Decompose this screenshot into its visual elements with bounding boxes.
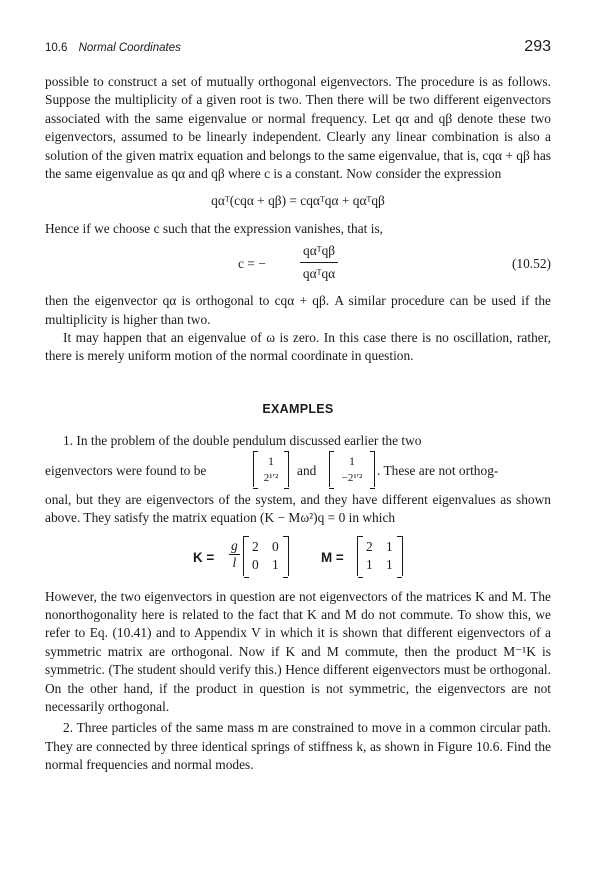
m-matrix: [357, 536, 403, 576]
m-12: 1: [386, 538, 393, 554]
m-label: M =: [321, 549, 344, 565]
equation-10-52: [45, 242, 551, 288]
paragraph-1: possible to construct a set of mutually orthogonal eigenvectors. The procedure is as follows. Suppose the multiplicity of a given root is two. Then there will be two different eigenvectors associated with the same eigenvalue or normal frequency. Let qα and qβ denote these two eigenvectors, assumed to be linearly independent. Clearly any linear combination is also a solution of the given matrix equation and belongs to the same eigenvalue, that is, cqα + qβ has the same eigenvalue as qα and qβ where c is a constant. Now consider the expression: [45, 74, 551, 182]
k-11: 2: [252, 538, 259, 554]
k-22: 1: [272, 556, 279, 572]
vector-1-bottom: 2¹′²: [263, 471, 279, 484]
eigenvector-line: [45, 451, 551, 491]
m-22: 1: [386, 556, 393, 572]
vector-2-top: 1: [349, 453, 355, 468]
k-12: 0: [272, 538, 279, 554]
vector-2-bottom: −2¹′²: [341, 471, 363, 484]
fraction: [300, 242, 338, 283]
m-21: 1: [366, 556, 373, 572]
eigenvector-intro: eigenvectors were found to be: [45, 462, 207, 478]
equation-expression: qαᵀ(cqα + qβ) = cqαᵀqα + qαᵀqβ: [211, 193, 385, 209]
section-number: 10.6: [45, 42, 68, 54]
vector-1: [253, 451, 289, 487]
k-21: 0: [252, 556, 259, 572]
example-1-line-3: onal, but they are eigenvectors of the system, and they have different eigenvalues as shown above. They satisfy the matrix equation (K − Mω²)q = 0 in which: [45, 491, 551, 526]
equation-number: (10.52): [511, 256, 551, 272]
matrix-equations: [45, 534, 551, 582]
k-matrix: [243, 536, 289, 576]
section-title: Normal Coordinates: [78, 42, 181, 54]
page-number: 293: [524, 38, 551, 55]
example-2: 2. Three particles of the same mass m are constrained to move in a common circular path. They are connected by three identical springs of stiffness k, as shown in Figure 10.6. Find the normal frequencies and normal modes.: [45, 720, 551, 773]
and-word: and: [297, 462, 317, 478]
k-label: K =: [193, 549, 215, 565]
fraction-numerator: qαᵀqβ: [300, 242, 338, 262]
vector-1-top: 1: [268, 453, 274, 468]
example-1-line-1: 1. In the problem of the double pendulum discussed earlier the two: [63, 433, 422, 449]
m-11: 2: [366, 538, 373, 554]
fraction-denominator: qαᵀqα: [302, 265, 336, 281]
example-1-discussion: However, the two eigenvectors in question are not eigenvectors of the matrices K and M. The nonorthogonality here is related to the fact that K and M do not commute. To show this, we refer to Eq. (10.41) and to Appendix V in which it is shown that different eigenvectors of a symmetric matrix are orthogonal. Now if K and M commute, then the product M⁻¹K is symmetric. (The student should verify this.) Hence different eigenvectors must be orthogonal. On the other hand, if the product in question is not symmetric, the eigenvectors are not necessarily orthogonal.: [45, 588, 551, 714]
eigenvector-tail: . These are not orthog-: [377, 462, 499, 478]
paragraph-2: Hence if we choose c such that the expression vanishes, that is,: [45, 220, 384, 236]
section-header: [45, 42, 181, 54]
page-body: [45, 73, 551, 775]
paragraph-4: It may happen that an eigenvalue of ω is zero. In this case there is no oscillation, rather, there is merely uniform motion of the normal coordinate in question.: [45, 330, 551, 364]
k-factor-num: g: [231, 537, 238, 553]
paragraph-3: then the eigenvector qα is orthogonal to cqα + qβ. A similar procedure can be used if the multiplicity is higher than two.: [45, 293, 551, 327]
vector-2: [329, 451, 375, 487]
equation-lhs: c = −: [238, 256, 266, 272]
k-factor: [229, 538, 240, 571]
k-factor-den: l: [232, 554, 237, 570]
examples-heading: EXAMPLES: [262, 401, 334, 416]
running-header: [45, 38, 551, 58]
